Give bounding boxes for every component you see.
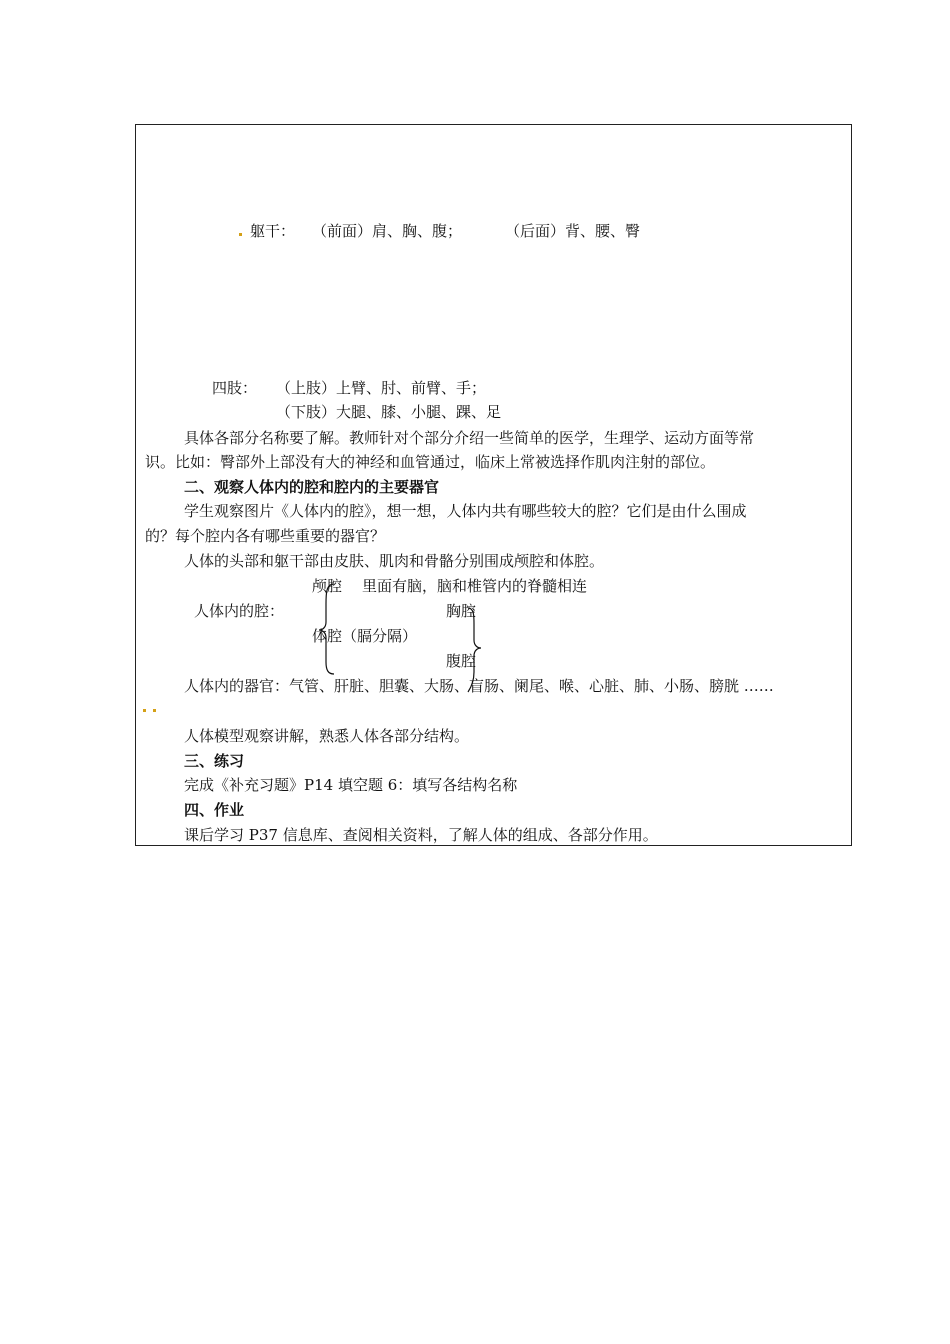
section2-heading: 二、观察人体内的腔和腔内的主要器官 bbox=[184, 478, 440, 496]
section2-para2: 人体的头部和躯干部由皮肤、肌肉和骨骼分别围成颅腔和体腔。 bbox=[184, 552, 605, 570]
para1-line1: 具体各部分名称要了解。教师针对个部分介绍一些简单的医学，生理学、运动方面等常 bbox=[184, 429, 755, 447]
marker-dot bbox=[239, 233, 242, 236]
brace-left bbox=[318, 582, 338, 678]
trunk-front: （前面）肩、胸、腹； bbox=[312, 222, 463, 240]
marker-dot bbox=[143, 709, 146, 712]
cavity-root: 人体内的腔： bbox=[194, 602, 285, 620]
trunk-back: （后面）背、腰、臀 bbox=[505, 222, 641, 240]
section3-text: 完成《补充习题》P14 填空题 6：填写各结构名称 bbox=[184, 776, 518, 794]
cavity-thoracic: 胸腔 bbox=[446, 602, 477, 620]
limbs-upper: （上肢）上臂、肘、前臂、手； bbox=[276, 379, 487, 397]
model-note: 人体模型观察讲解，熟悉人体各部分结构。 bbox=[184, 727, 470, 745]
section3-heading: 三、练习 bbox=[184, 752, 245, 770]
section4-text: 课后学习 P37 信息库、查阅相关资料，了解人体的组成、各部分作用。 bbox=[184, 826, 658, 844]
cavity-cranial-note: 里面有脑，脑和椎管内的脊髓相连 bbox=[362, 577, 588, 595]
cavity-body: 体腔（膈分隔） bbox=[312, 627, 418, 645]
limbs-label: 四肢： bbox=[212, 379, 258, 397]
section2-para-line2: 的？每个腔内各有哪些重要的器官？ bbox=[145, 527, 386, 545]
para1-line2: 识。比如：臀部外上部没有大的神经和血管通过，临床上常被选择作肌肉注射的部位。 bbox=[145, 453, 716, 471]
marker-dot bbox=[153, 709, 156, 712]
organs-line: 人体内的器官：气管、肝脏、胆囊、大肠、盲肠、阑尾、喉、心脏、肺、小肠、膀胱 …… bbox=[184, 677, 774, 695]
limbs-lower: （下肢）大腿、膝、小腿、踝、足 bbox=[276, 403, 502, 421]
section2-para-line1: 学生观察图片《人体内的腔》，想一想，人体内共有哪些较大的腔？它们是由什么围成 bbox=[184, 502, 747, 520]
trunk-label: 躯干： bbox=[250, 222, 296, 240]
section4-heading: 四、作业 bbox=[184, 801, 245, 819]
cavity-abdominal: 腹腔 bbox=[446, 652, 477, 670]
cavity-cranial: 颅腔 bbox=[312, 577, 343, 595]
